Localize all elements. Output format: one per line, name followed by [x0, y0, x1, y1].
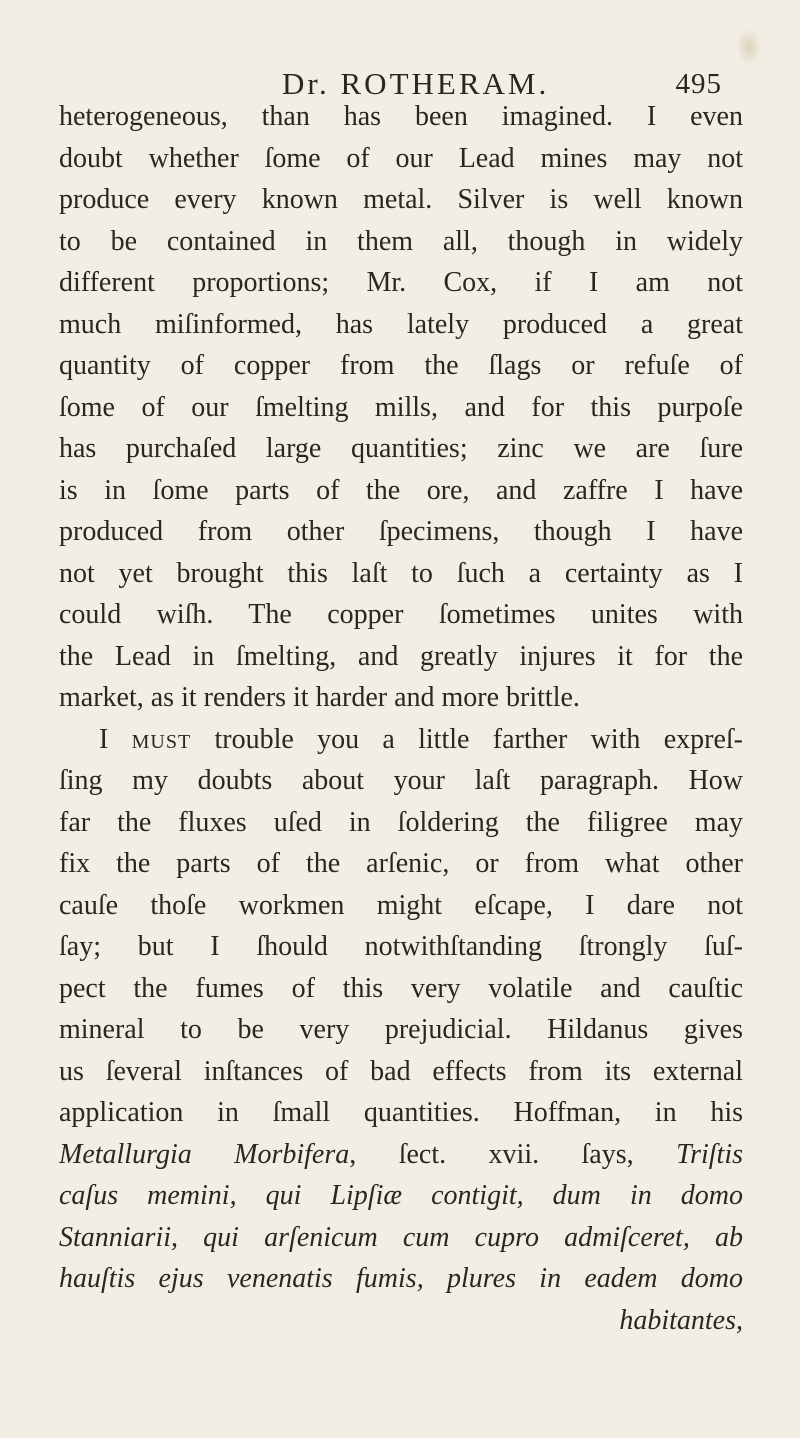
text-line: ſome of our ſmelting mills, and for this purpoſe [59, 391, 743, 423]
text-line: quantity of copper from the ſlags or refuſe of [59, 350, 743, 381]
text-line: I must trouble you a little farther with expreſ- [99, 723, 743, 755]
text-line: produced from other ſpecimens, though I have [59, 516, 743, 547]
text-line: ſing my doubts about your laſt paragraph. How [59, 765, 743, 796]
text-line: Metallurgia Morbifera, ſect. xvii. ſays, Triſtis [59, 1138, 743, 1170]
paper-stain [736, 28, 762, 66]
text-line: us ſeveral inſtances of bad effects from its external [59, 1055, 743, 1087]
text-line: hauſtis ejus venenatis fumis, plures in eadem domo [59, 1263, 743, 1294]
text-line: heterogeneous, than has been imagined. I even [59, 101, 743, 132]
text-line: doubt whether ſome of our Lead mines may not [59, 142, 743, 174]
text-line: far the fluxes uſed in ſoldering the filigree may [59, 806, 743, 838]
text-line: pect the fumes of this very volatile and cauſtic [59, 972, 743, 1004]
text-line: produce every known metal. Silver is well known [59, 184, 743, 215]
italic-phrase: Metallurgia Morbifera [59, 1138, 350, 1170]
text-line: application in ſmall quantities. Hoffman, in his [59, 1097, 743, 1128]
text-line: market, as it renders it harder and more brittle. [59, 682, 580, 713]
text-line: not yet brought this laſt to ſuch a certainty as I [59, 557, 743, 589]
text-line: fix the parts of the arſenic, or from what other [59, 848, 743, 879]
text-line: different proportions; Mr. Cox, if I am not [59, 267, 743, 298]
text-line: caſus memini, qui Lipſiæ contigit, dum in domo [59, 1180, 743, 1211]
text-line: to be contained in them all, though in widely [59, 225, 743, 257]
text-line: is in ſome parts of the ore, and zaffre I have [59, 474, 743, 506]
text-line: ſay; but I ſhould notwithſtanding ſtrongly ſuſ- [59, 931, 743, 962]
italic-phrase: Triſtis [676, 1138, 743, 1170]
page-number: 495 [675, 68, 722, 100]
text-line: the Lead in ſmelting, and greatly injures it for the [59, 640, 743, 672]
text-line: mineral to be very prejudicial. Hildanus gives [59, 1014, 743, 1045]
text-line: has purchaſed large quantities; zinc we are ſure [59, 433, 743, 464]
body-text [59, 96, 743, 1341]
text-line: could wiſh. The copper ſometimes unites with [59, 599, 743, 630]
small-caps-word: must [131, 723, 192, 755]
text-line: much miſinformed, has lately produced a great [59, 308, 743, 340]
text-line: habitantes, [619, 1304, 743, 1336]
running-head-author: Dr. ROTHERAM. [282, 66, 550, 101]
text-line: Stanniarii, qui arſenicum cum cupro admiſceret, ab [59, 1221, 743, 1253]
text-line: cauſe thoſe workmen might eſcape, I dare not [59, 889, 743, 921]
